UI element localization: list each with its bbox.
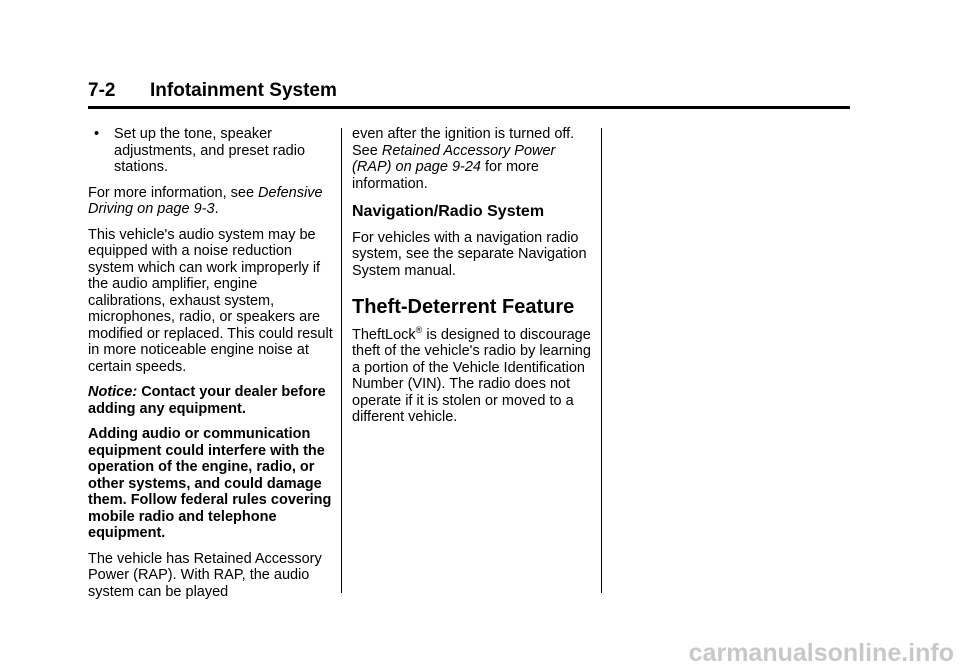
bullet-text: Set up the tone, speaker adjustments, and preset radio stations. [114, 126, 306, 175]
more-info-text: For more information, see [88, 184, 259, 201]
bullet-item [88, 126, 336, 176]
heading-navigation-radio: Navigation/Radio System [352, 203, 545, 220]
theftlock-brand: TheftLock [352, 326, 416, 343]
page-number: 7-2 [88, 80, 116, 101]
paragraph-rap: The vehicle has Retained Accessory Power (RAP). With RAP, the audio system can be played [88, 550, 322, 600]
paragraph-theftlock [352, 324, 596, 426]
notice-label: Notice: [88, 384, 138, 400]
defensive-driving-reference: Defensive Driving on page 9-3 [88, 184, 323, 217]
left-column [88, 126, 336, 609]
registered-mark: ® [415, 324, 423, 335]
right-column [352, 126, 596, 435]
rap-reference: Retained Accessory Power (RAP) on page 9-24 [352, 142, 556, 175]
rap-continued-text: even after the ignition is turned off. See [352, 126, 575, 159]
paragraph-rap-continued [352, 126, 596, 192]
column-divider-left [341, 128, 342, 593]
theftlock-text: is designed to discourage theft of the vehicle's radio by learning a portion of the Vehicle Identification Number (VIN). The radio does not operate if it is stolen or moved to a different vehicle. [352, 326, 591, 425]
page-header [88, 80, 850, 109]
section-title: Infotainment System [150, 80, 337, 101]
column-divider-right [601, 128, 602, 593]
notice [88, 384, 336, 417]
paragraph-more-info [88, 185, 336, 218]
notice-text: Contact your dealer before adding any equipment. [88, 384, 326, 417]
rap-continued-end: for more information. [352, 159, 539, 192]
more-info-end: . [214, 201, 219, 217]
watermark: carmanualsonline.info [688, 639, 954, 667]
bullet-icon: • [94, 126, 100, 142]
paragraph-navigation: For vehicles with a navigation radio system, see the separate Navigation System manual. [352, 229, 587, 279]
heading-theft-deterrent: Theft-Deterrent Feature [352, 296, 575, 318]
equipment-warning: Adding audio or communication equipment could interfere with the operation of the engine, radio, or other systems, and could damage them. Follow federal rules covering mobile radio and telephone equipment. [88, 426, 332, 541]
paragraph-noise-reduction: This vehicle's audio system may be equipped with a noise reduction system which can work improperly if the audio amplifier, engine calibrations, exhaust system, microphones, radio, or speakers are modified or replaced. This could result in more noticeable engine noise at certain speeds. [88, 226, 333, 375]
